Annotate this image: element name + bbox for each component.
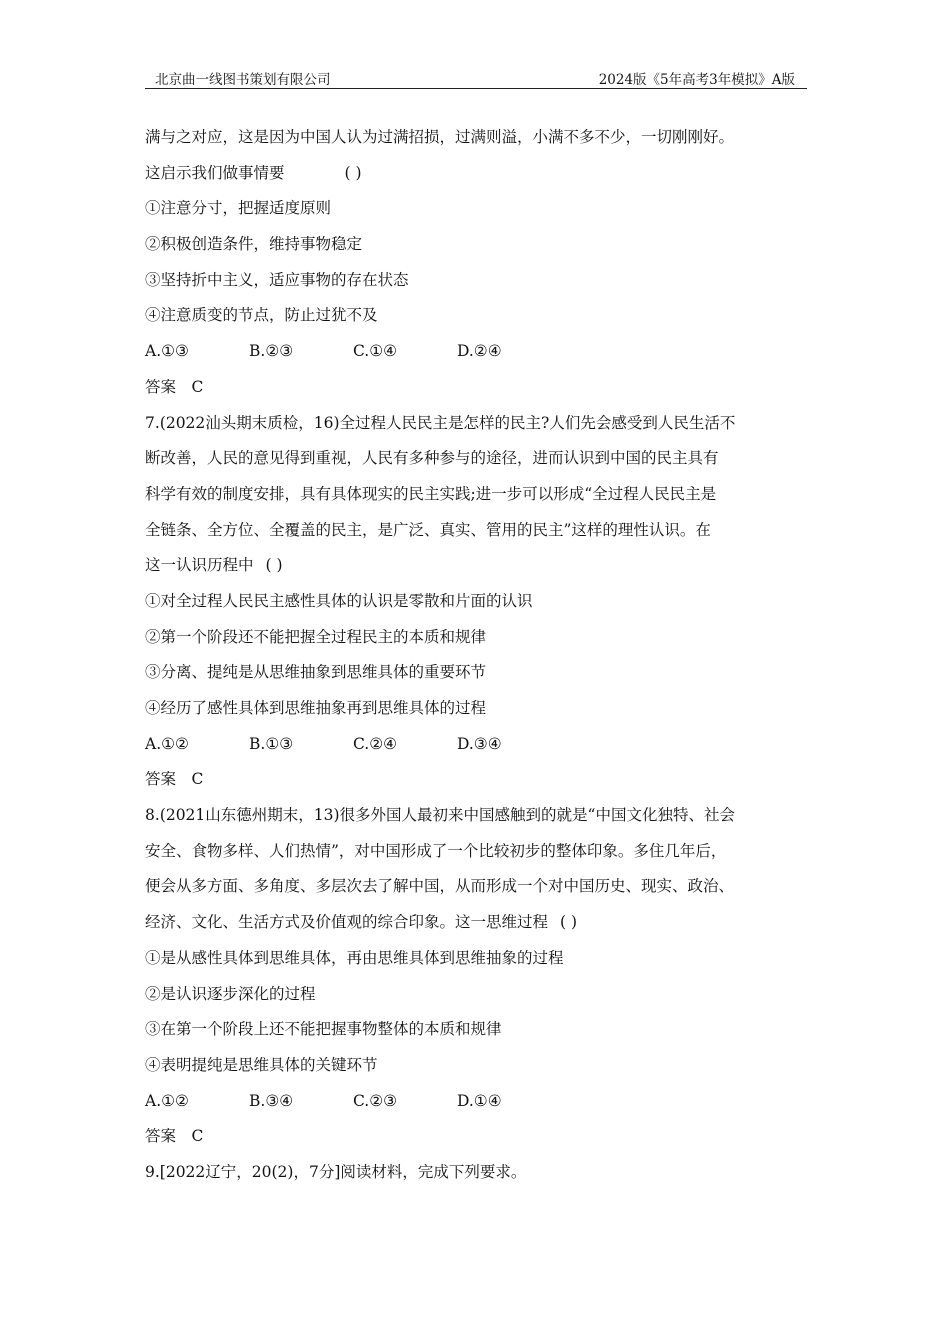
statement-item: ④经历了感性具体到思维抽象再到思维具体的过程 bbox=[145, 699, 487, 717]
question-stem-line: 7.(2022汕头期末质检，16)全过程人民民主是怎样的民主?人们先会感受到人民生活不 bbox=[145, 413, 736, 432]
option-a: A.①② bbox=[145, 1091, 189, 1110]
statement-item: ①对全过程人民民主感性具体的认识是零散和片面的认识 bbox=[145, 591, 533, 610]
question-stem-line: 科学有效的制度安排，具有具体现实的民主实践;进一步可以形成“全过程人民民主是 bbox=[145, 484, 717, 503]
question-stem-line: 9.[2022辽宁，20(2)，7分]阅读材料，完成下列要求。 bbox=[145, 1162, 527, 1181]
option-d: D.②④ bbox=[457, 342, 502, 361]
question-stem-line bbox=[145, 905, 810, 941]
option-d: D.③④ bbox=[457, 734, 502, 753]
question-stem-line: 全链条、全方位、全覆盖的民主，是广泛、真实、管用的民主”这样的理性认识。在 bbox=[145, 520, 711, 539]
statement-item: ③坚持折中主义，适应事物的存在状态 bbox=[145, 270, 409, 289]
statement-item: ②第一个阶段还不能把握全过程民主的本质和规律 bbox=[145, 627, 487, 646]
question-stem-line: 便会从多方面、多角度、多层次去了解中国，从而形成一个对中国历史、现实、政治、 bbox=[145, 877, 735, 896]
question-stem-line: 满与之对应，这是因为中国人认为过满招损，过满则溢，小满不多不少，一切刚刚好。 bbox=[145, 128, 735, 146]
question-stem-line: 8.(2021山东德州期末，13)很多外国人最初来中国感触到的就是“中国文化独特、社会 bbox=[145, 806, 735, 825]
choice-options bbox=[145, 727, 810, 763]
question-stem-line bbox=[145, 156, 810, 192]
question-9 bbox=[145, 1155, 810, 1191]
choice-options bbox=[145, 1084, 810, 1120]
question-stem-line bbox=[145, 548, 810, 584]
option-b: B.③④ bbox=[249, 1091, 294, 1110]
question-stem-text: 经济、文化、生活方式及价值观的综合印象。这一思维过程 bbox=[145, 913, 549, 932]
statement-item: ②积极创造条件，维持事物稳定 bbox=[145, 235, 363, 254]
choice-options bbox=[145, 334, 810, 370]
answer-line: 答案 C bbox=[145, 770, 204, 789]
option-c: C.①④ bbox=[353, 342, 398, 361]
option-a: A.①② bbox=[145, 734, 189, 753]
option-d: D.①④ bbox=[457, 1091, 502, 1110]
answer-line: 答案 C bbox=[145, 1127, 204, 1146]
question-6 bbox=[145, 120, 810, 406]
answer-blank: ( ) bbox=[344, 163, 362, 182]
option-c: C.②③ bbox=[353, 1091, 398, 1110]
statement-item: ②是认识逐步深化的过程 bbox=[145, 984, 316, 1003]
answer-blank: ( ) bbox=[560, 913, 578, 932]
option-c: C.②④ bbox=[353, 734, 398, 753]
document-body bbox=[145, 120, 810, 1191]
question-stem-text: 这一认识历程中 bbox=[145, 556, 254, 575]
statement-item: ④表明提纯是思维具体的关键环节 bbox=[145, 1055, 378, 1074]
question-stem-line: 安全、食物多样、人们热情”，对中国形成了一个比较初步的整体印象。多住几年后， bbox=[145, 841, 727, 860]
statement-item: ④注意质变的节点，防止过犹不及 bbox=[145, 306, 378, 325]
header-publisher: 北京曲一线图书策划有限公司 bbox=[155, 72, 331, 88]
option-a: A.①③ bbox=[145, 342, 189, 361]
option-b: B.②③ bbox=[249, 342, 294, 361]
question-8 bbox=[145, 798, 810, 1155]
statement-item: ③分离、提纯是从思维抽象到思维具体的重要环节 bbox=[145, 663, 487, 682]
option-b: B.①③ bbox=[249, 734, 294, 753]
answer-line: 答案 C bbox=[145, 377, 204, 396]
header-book-title: 2024版《5年高考3年模拟》A版 bbox=[598, 72, 795, 88]
statement-item: ①注意分寸，把握适度原则 bbox=[145, 199, 332, 218]
statement-item: ③在第一个阶段上还不能把握事物整体的本质和规律 bbox=[145, 1020, 502, 1039]
question-7 bbox=[145, 406, 810, 799]
answer-blank: ( ) bbox=[265, 556, 283, 575]
question-stem-text: 这启示我们做事情要 bbox=[145, 163, 285, 182]
statement-item: ①是从感性具体到思维具体，再由思维具体到思维抽象的过程 bbox=[145, 948, 564, 967]
page-header bbox=[145, 66, 807, 89]
question-stem-line: 断改善，人民的意见得到重视，人民有多种参与的途径，进而认识到中国的民主具有 bbox=[145, 449, 719, 468]
